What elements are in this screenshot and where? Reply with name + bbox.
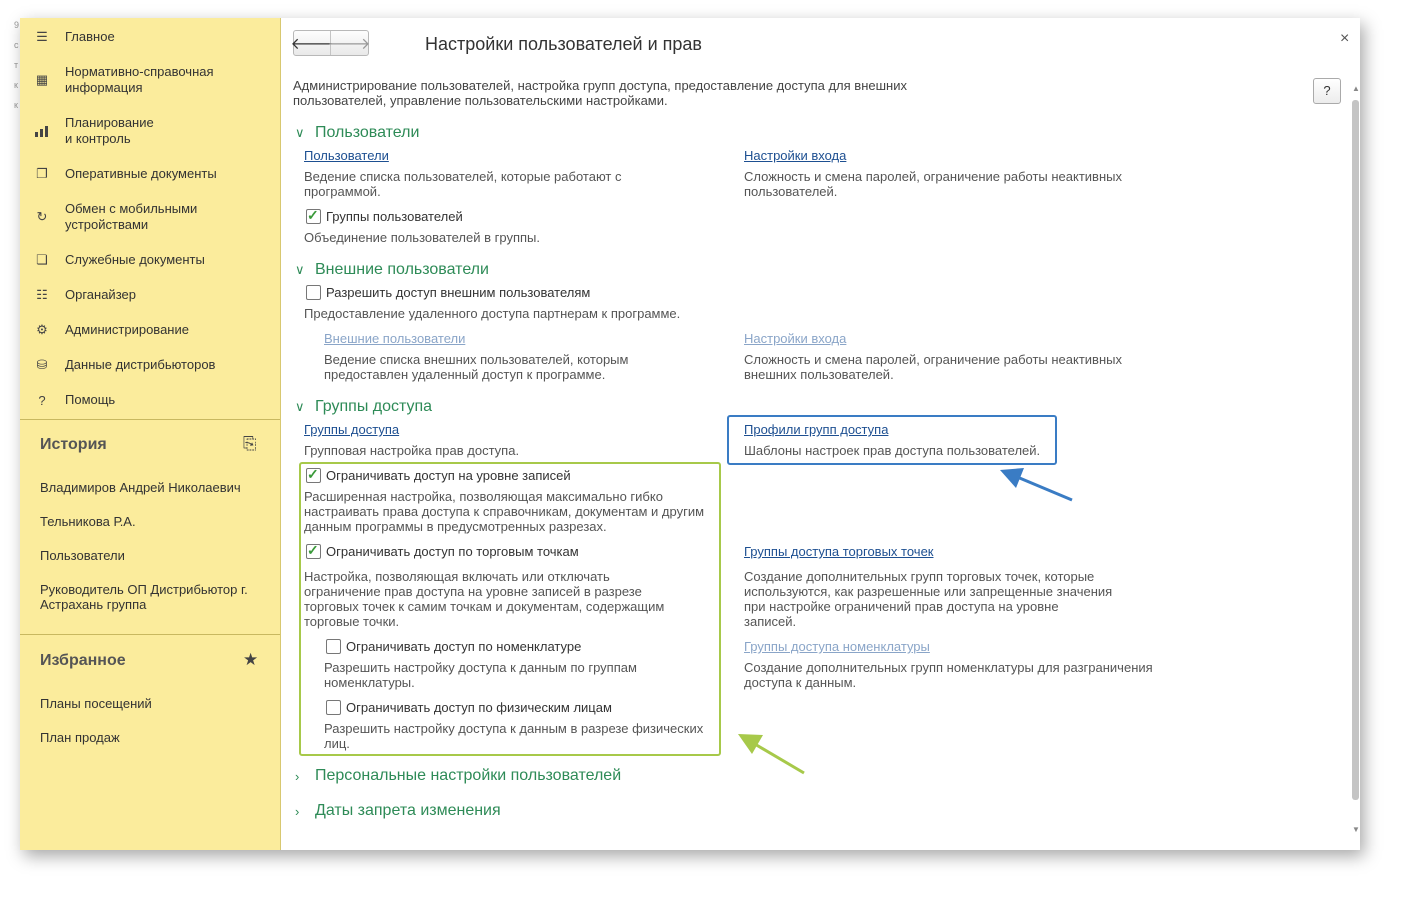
forward-button[interactable] (327, 31, 371, 55)
access-groups-link[interactable]: Группы доступа (304, 422, 400, 437)
scroll-up-icon[interactable]: ▲ (1352, 84, 1360, 93)
organizer-icon: ☷ (36, 287, 48, 302)
record-level-checkbox[interactable] (306, 468, 321, 483)
chevron-down-icon: ∨ (295, 262, 305, 277)
user-groups-label: Группы пользователей (326, 209, 463, 224)
favorite-link[interactable]: Планы посещений (40, 696, 152, 711)
section-access-groups[interactable]: ∨ Группы доступа (295, 398, 433, 415)
help-button[interactable]: ? (1313, 78, 1341, 104)
sidebar-item-operational-docs[interactable]: ❐ Оперативные документы (20, 165, 280, 183)
allow-external-label: Разрешить доступ внешним пользователям (326, 285, 591, 300)
chevron-right-icon: › (295, 768, 300, 784)
outlets-description: Настройка, позволяющая включать или отключать ограничение прав доступа на уровне записей в разрезе торговых точек к самим точкам и документам, содержащим торговые точки. (304, 569, 665, 629)
chevron-down-icon: ∨ (295, 125, 305, 140)
help-icon: ? (38, 392, 46, 408)
persons-description: Разрешить настройку доступа к данным в разрезе физических лиц. (324, 721, 704, 751)
sidebar-item-help[interactable]: ? Помощь (20, 391, 280, 409)
chevron-down-icon: ∨ (295, 399, 305, 414)
back-button[interactable] (290, 31, 334, 55)
sidebar-item-planning[interactable]: Планирование и контроль (20, 115, 280, 147)
nomenclature-description: Разрешить настройку доступа к данным по группам номенклатуры. (324, 660, 637, 690)
background-window-edge: 9 с т к к (14, 20, 20, 110)
page-description: Администрирование пользователей, настройка групп доступа, предоставление доступа для внешних пользователей, управление пользовательскими настройками. (293, 78, 907, 108)
nomenclature-label: Ограничивать доступ по номенклатуре (346, 639, 582, 654)
history-heading: История (40, 436, 107, 453)
main-content (281, 18, 1360, 850)
login-settings-description: Сложность и смена паролей, ограничение работы неактивных пользователей. (744, 169, 1122, 199)
sidebar-divider (20, 634, 280, 635)
nomenclature-groups-description: Создание дополнительных групп номенклатуры для разграничения доступа к данным. (744, 660, 1153, 690)
scroll-thumb[interactable] (1352, 100, 1359, 800)
page-title: Настройки пользователей и прав (425, 34, 702, 54)
nomenclature-groups-link[interactable]: Группы доступа номенклатуры (744, 639, 930, 654)
nomenclature-checkbox[interactable] (326, 639, 341, 654)
sidebar-item-distributors[interactable]: ⛁ Данные дистрибьюторов (20, 356, 280, 374)
external-login-settings-link[interactable]: Настройки входа (744, 331, 847, 346)
sidebar-item-organizer[interactable]: ☷ Органайзер (20, 286, 280, 304)
sidebar-item-administration[interactable]: ⚙ Администрирование (20, 321, 280, 339)
history-link[interactable]: Пользователи (40, 548, 125, 563)
external-login-settings-description: Сложность и смена паролей, ограничение работы неактивных внешних пользователей. (744, 352, 1122, 382)
outlet-groups-link[interactable]: Группы доступа торговых точек (744, 544, 934, 559)
close-button[interactable]: × (1340, 30, 1350, 47)
star-icon[interactable]: ★ (243, 650, 259, 669)
sidebar-item-reference[interactable]: ▦ Нормативно-справочная информация (35, 64, 214, 95)
favorite-link[interactable]: План продаж (40, 730, 120, 745)
arrow-left-icon: 🡐 (290, 35, 334, 53)
sidebar-item-mobile-exchange[interactable]: ↻ Обмен с мобильными устройствами (20, 201, 280, 233)
arrow-right-icon: 🡒 (327, 35, 371, 53)
record-level-label: Ограничивать доступ на уровне записей (326, 468, 571, 483)
gear-icon: ⚙ (36, 322, 48, 337)
outlets-label: Ограничивать доступ по торговым точкам (326, 544, 579, 559)
history-link[interactable]: Тельникова Р.А. (40, 514, 136, 529)
login-settings-link[interactable]: Настройки входа (744, 148, 847, 163)
chart-icon (34, 123, 50, 139)
user-groups-checkbox[interactable] (306, 209, 321, 224)
sidebar-divider (20, 419, 280, 420)
sidebar-item-service-docs[interactable]: ❏ Служебные документы (20, 251, 280, 269)
record-level-description: Расширенная настройка, позволяющая максимально гибко настраивать права доступа к справочникам, документам и другим данным программы в предусмотренных разрезах. (304, 489, 705, 534)
user-groups-description: Объединение пользователей в группы. (304, 230, 540, 245)
sync-icon: ↻ (36, 209, 48, 224)
section-external-users[interactable]: ∨ Внешние пользователи (295, 261, 489, 278)
section-personal-settings[interactable]: › Персональные настройки пользователей (295, 767, 622, 784)
access-profiles-link[interactable]: Профили групп доступа (744, 422, 889, 437)
users-description: Ведение списка пользователей, которые работают с программой. (304, 169, 622, 199)
documents-icon: ❐ (36, 166, 48, 181)
external-users-description: Ведение списка внешних пользователей, которым предоставлен удаленный доступ к программе. (324, 352, 629, 382)
history-link[interactable]: Руководитель ОП Дистрибьютор г. Астрахань группа (40, 582, 248, 612)
allow-external-checkbox[interactable] (306, 285, 321, 300)
scroll-down-icon[interactable]: ▼ (1352, 825, 1360, 834)
users-link[interactable]: Пользователи (304, 148, 389, 163)
history-link[interactable]: Владимиров Андрей Николаевич (40, 480, 241, 495)
sidebar-item-main[interactable]: ☰ Главное (20, 28, 280, 46)
outlet-groups-description: Создание дополнительных групп торговых точек, которые используются, как разрешенные или запрещенные значения при настройке ограничений прав доступа на уровне записей. (744, 569, 1113, 629)
history-clear-icon[interactable]: ⎘ (243, 434, 257, 453)
access-groups-description: Групповая настройка прав доступа. (304, 443, 520, 458)
sidebar (20, 18, 281, 850)
outlets-checkbox[interactable] (306, 544, 321, 559)
persons-label: Ограничивать доступ по физическим лицам (346, 700, 612, 715)
grid-icon: ▦ (35, 72, 49, 87)
app-window (20, 18, 1360, 850)
favorites-heading: Избранное (40, 652, 126, 669)
allow-external-description: Предоставление удаленного доступа партнерам к программе. (304, 306, 681, 321)
history-nav (290, 30, 371, 56)
service-docs-icon: ❏ (36, 252, 48, 267)
persons-checkbox[interactable] (326, 700, 341, 715)
external-users-link[interactable]: Внешние пользователи (324, 331, 466, 346)
vertical-scrollbar[interactable] (1350, 84, 1360, 834)
section-change-dates[interactable]: › Даты запрета изменения (295, 802, 501, 819)
menu-icon: ☰ (36, 29, 48, 44)
section-users[interactable]: ∨ Пользователи (295, 124, 420, 141)
access-profiles-description: Шаблоны настроек прав доступа пользователей. (744, 443, 1041, 458)
chevron-right-icon: › (295, 803, 300, 819)
distributors-icon: ⛁ (36, 357, 48, 372)
